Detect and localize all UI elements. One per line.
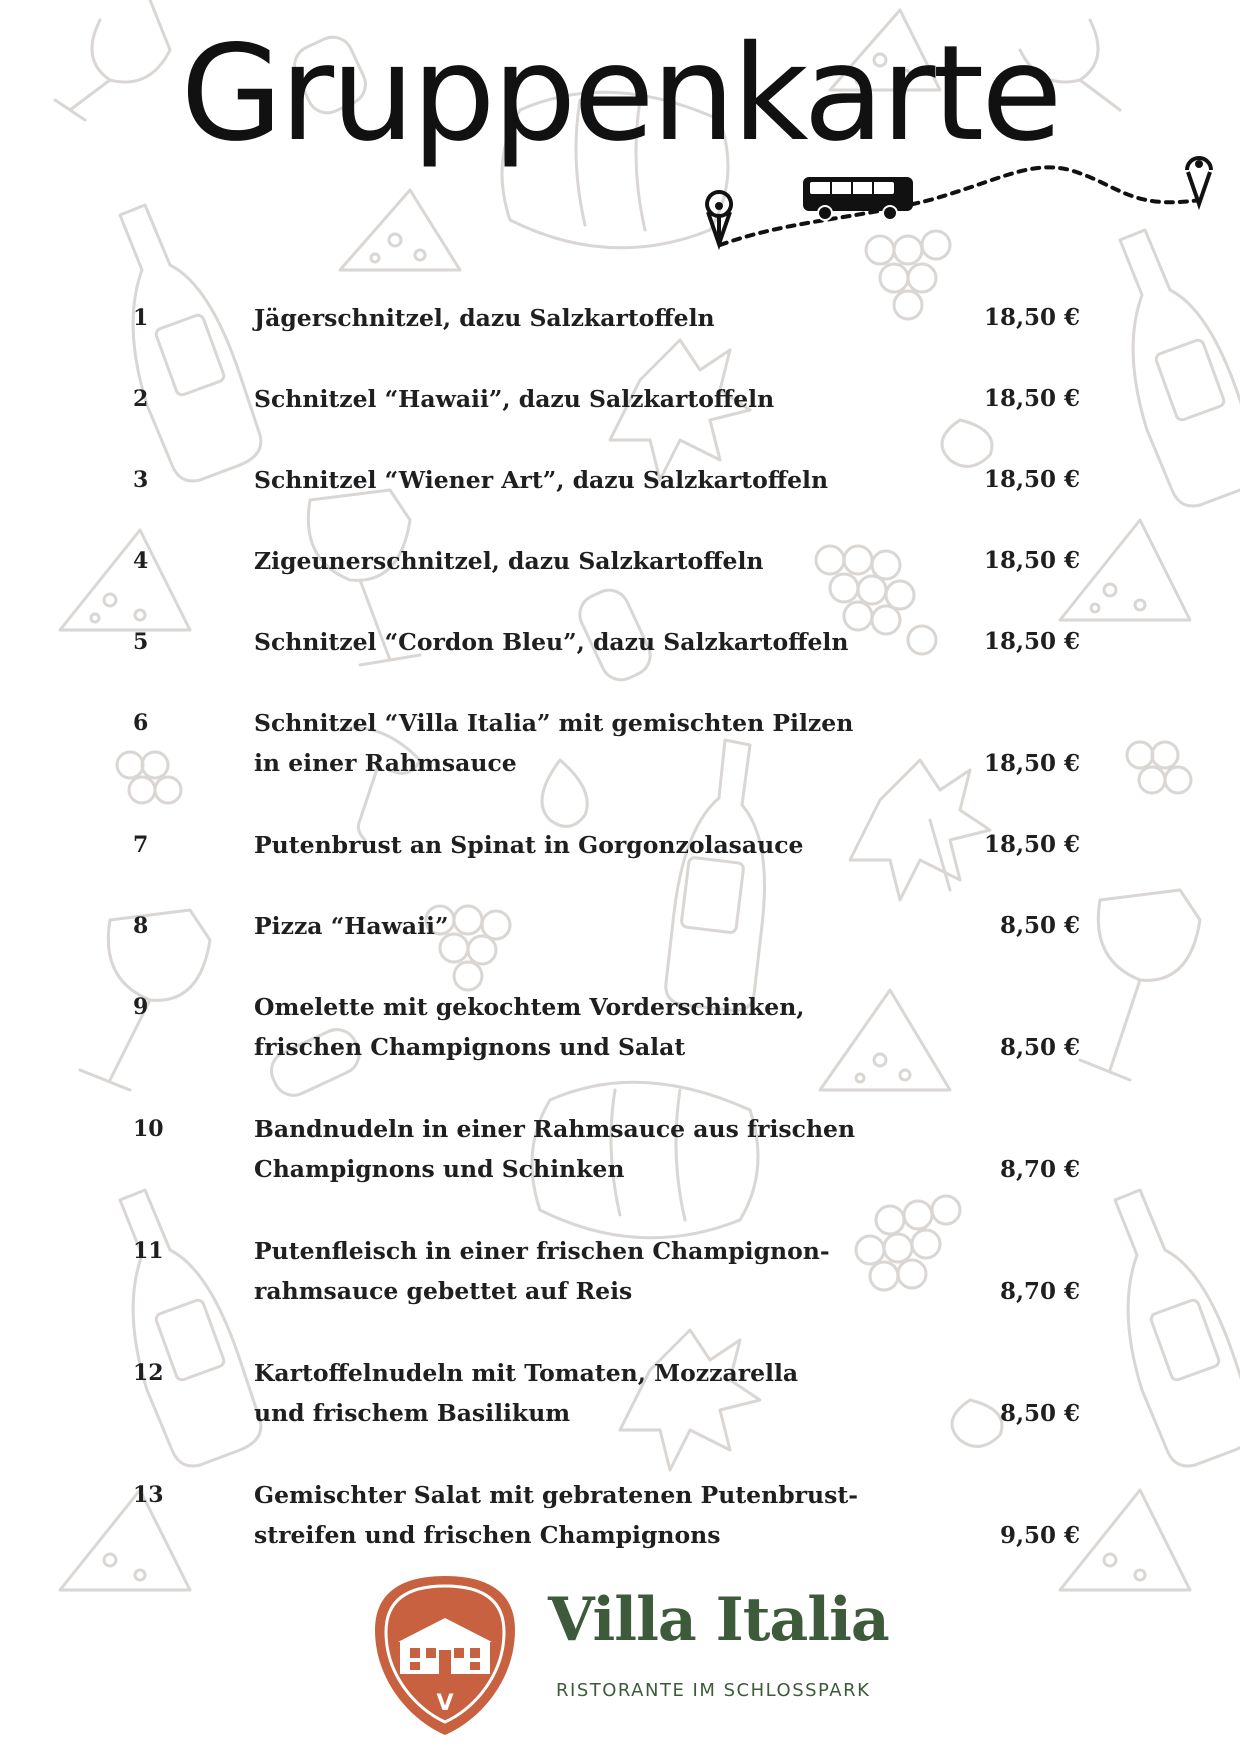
menu-item-number: 6: [133, 710, 149, 736]
menu-item-number: 9: [133, 994, 149, 1020]
menu-item-name: Putenbrust an Spinat in Gorgonzolasauce: [254, 831, 804, 859]
menu-item-price: 18,50 €: [983, 831, 1080, 858]
menu-item-name: Jägerschnitzel, dazu Salzkartoffeln: [254, 304, 715, 332]
menu-item-price: 18,50 €: [983, 385, 1080, 412]
menu-item-price: 18,50 €: [983, 750, 1080, 777]
menu-item-number: 12: [133, 1360, 164, 1386]
menu-item-name: Bandnudeln in einer Rahmsauce aus frischen Champignons und Schinken: [254, 1115, 856, 1183]
brand-name: Villa Italia: [548, 1585, 889, 1655]
menu-item-number: 3: [133, 467, 149, 493]
menu-item-number: 7: [133, 832, 149, 858]
menu-item-number: 4: [133, 548, 149, 574]
menu-item-price: 18,50 €: [983, 547, 1080, 574]
menu-item-name: Schnitzel “Cordon Bleu”, dazu Salzkartoffeln: [254, 628, 849, 656]
menu-item-price: 8,50 €: [999, 1400, 1080, 1427]
menu-item-name: Putenfleisch in einer frischen Champignon- rahmsauce gebettet auf Reis: [254, 1237, 830, 1305]
menu-item-number: 8: [133, 913, 149, 939]
menu-item-name: Omelette mit gekochtem Vorderschinken, frischen Champignons und Salat: [254, 993, 805, 1061]
menu-item-number: 5: [133, 629, 149, 655]
menu-item-price: 9,50 €: [999, 1522, 1080, 1549]
menu-item-name: Zigeunerschnitzel, dazu Salzkartoffeln: [254, 547, 764, 575]
menu-item-name: Pizza “Hawaii”: [254, 912, 449, 940]
menu-item-number: 1: [133, 305, 149, 331]
villa-italia-logo-badge: [370, 1570, 520, 1740]
page-title: Gruppenkarte: [180, 17, 1060, 171]
menu-item-price: 8,50 €: [999, 912, 1080, 939]
menu-item-name: Gemischter Salat mit gebratenen Putenbrust- streifen und frischen Champignons: [254, 1481, 858, 1549]
menu-item-price: 18,50 €: [983, 466, 1080, 493]
menu-item-price: 18,50 €: [983, 304, 1080, 331]
menu-item-number: 2: [133, 386, 149, 412]
badge-letter: V: [436, 1691, 454, 1716]
menu-item-price: 8,70 €: [999, 1156, 1080, 1183]
menu-item-number: 10: [133, 1116, 164, 1142]
menu-item-number: 13: [133, 1482, 164, 1508]
menu-item-name: Kartoffelnudeln mit Tomaten, Mozzarella und frischem Basilikum: [254, 1359, 799, 1427]
menu-item-name: Schnitzel “Wiener Art”, dazu Salzkartoffeln: [254, 466, 829, 494]
menu-item-price: 8,50 €: [999, 1034, 1080, 1061]
menu-item-name: Schnitzel “Villa Italia” mit gemischten Pilzen in einer Rahmsauce: [254, 709, 854, 777]
menu-item-price: 8,70 €: [999, 1278, 1080, 1305]
menu-item-name: Schnitzel “Hawaii”, dazu Salzkartoffeln: [254, 385, 775, 413]
menu-item-number: 11: [133, 1238, 164, 1264]
brand-tagline: RISTORANTE IM SCHLOSSPARK: [556, 1680, 871, 1701]
menu-item-price: 18,50 €: [983, 628, 1080, 655]
